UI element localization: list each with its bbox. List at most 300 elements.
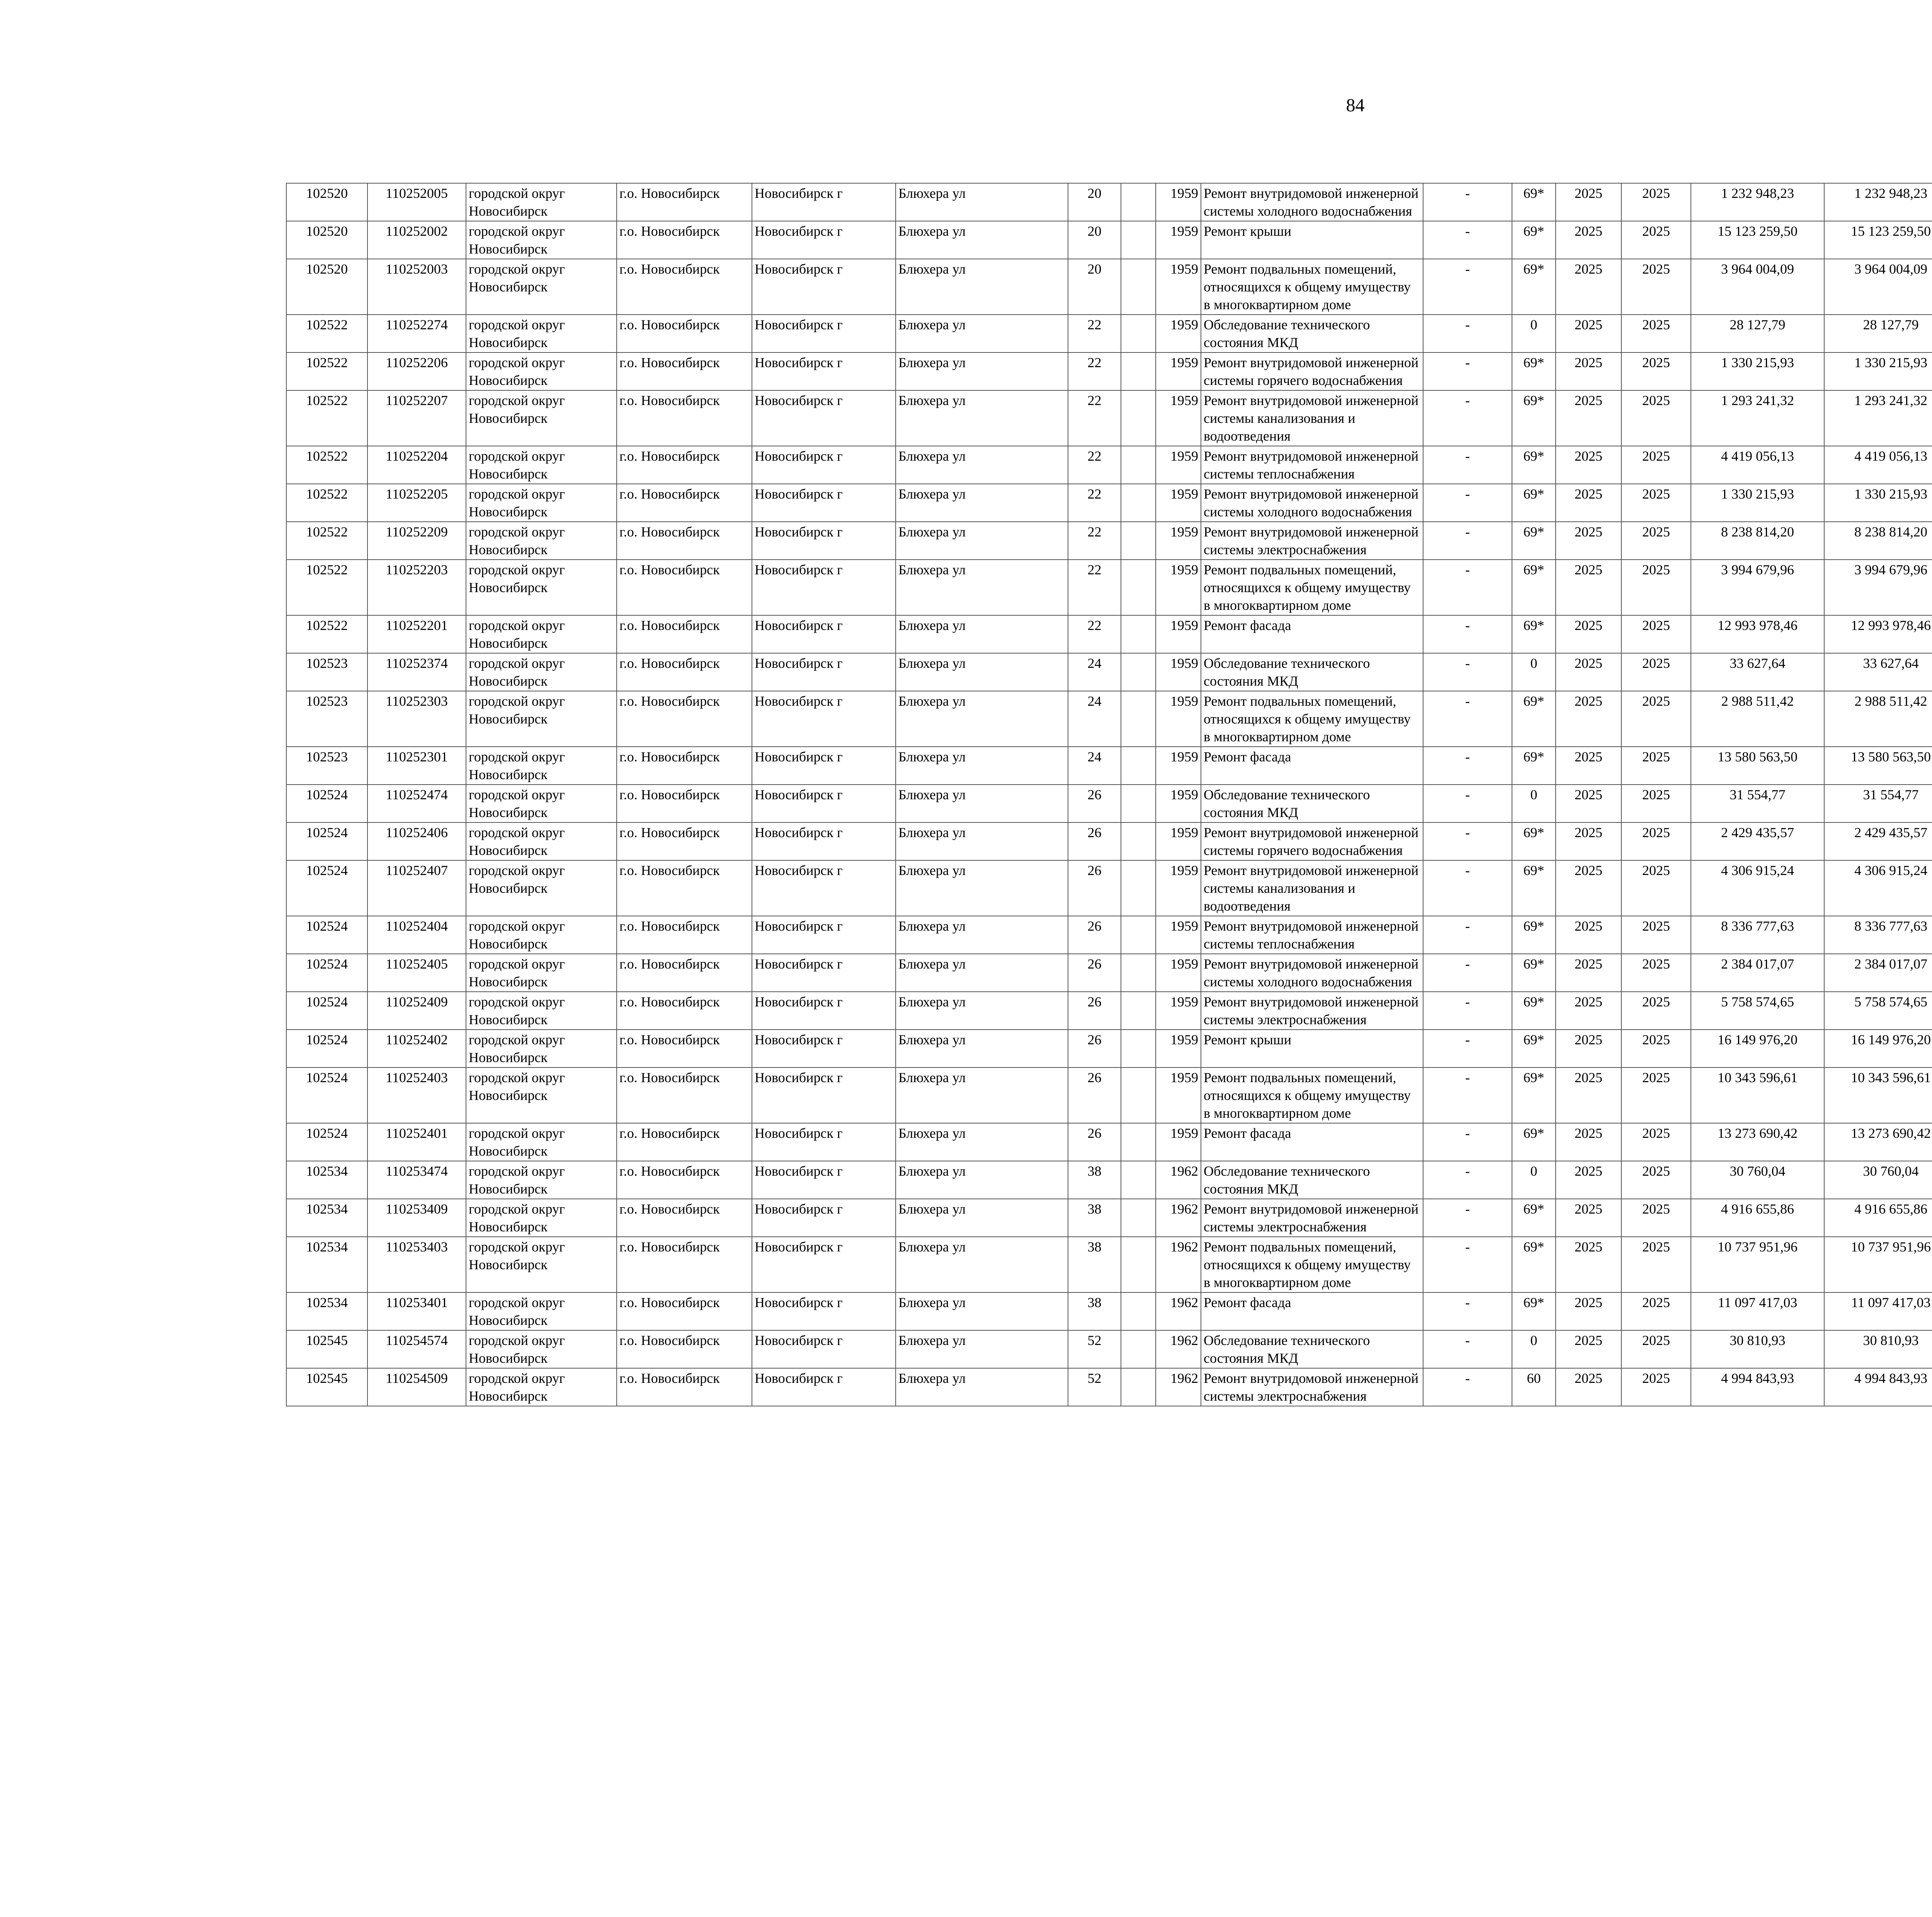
work-id-cell: 110252402 — [367, 1030, 466, 1067]
corpus-cell — [1121, 954, 1156, 992]
cost-fund-cell: 5 758 574,65 — [1824, 992, 1932, 1030]
street-cell: Блюхера ул — [896, 992, 1068, 1030]
municipality-cell: г.о. Новосибирск — [617, 1330, 752, 1368]
cost-fund-cell: 13 580 563,50 — [1824, 747, 1932, 785]
cost-total-cell: 4 916 655,86 — [1691, 1199, 1824, 1237]
settlement-cell: Новосибирск г — [752, 352, 896, 390]
work-type-cell: Ремонт фасада — [1201, 615, 1423, 653]
street-cell: Блюхера ул — [896, 1123, 1068, 1161]
cost-fund-cell: 2 988 511,42 — [1824, 691, 1932, 747]
dash-cell: - — [1423, 653, 1512, 691]
house-number-cell: 38 — [1068, 1161, 1121, 1199]
district-cell: городской округ Новосибирск — [466, 916, 617, 954]
year-end-cell: 2025 — [1621, 916, 1691, 954]
settlement-cell: Новосибирск г — [752, 1030, 896, 1067]
settlement-cell: Новосибирск г — [752, 1067, 896, 1123]
settlement-cell: Новосибирск г — [752, 183, 896, 221]
settlement-cell: Новосибирск г — [752, 1161, 896, 1199]
house-number-cell: 26 — [1068, 1123, 1121, 1161]
cost-total-cell: 30 810,93 — [1691, 1330, 1824, 1368]
street-cell: Блюхера ул — [896, 860, 1068, 916]
build-year-cell: 1962 — [1156, 1199, 1201, 1237]
street-cell: Блюхера ул — [896, 390, 1068, 446]
street-cell: Блюхера ул — [896, 522, 1068, 560]
house-number-cell: 22 — [1068, 390, 1121, 446]
wear-percent-cell: 69* — [1512, 615, 1556, 653]
district-cell: городской округ Новосибирск — [466, 747, 617, 785]
house-number-cell: 22 — [1068, 352, 1121, 390]
municipality-cell: г.о. Новосибирск — [617, 484, 752, 522]
work-id-cell: 110252005 — [367, 183, 466, 221]
corpus-cell — [1121, 390, 1156, 446]
year-end-cell: 2025 — [1621, 315, 1691, 352]
work-id-cell: 110253474 — [367, 1161, 466, 1199]
year-start-cell: 2025 — [1556, 1199, 1621, 1237]
street-cell: Блюхера ул — [896, 183, 1068, 221]
cost-fund-cell: 16 149 976,20 — [1824, 1030, 1932, 1067]
build-year-cell: 1962 — [1156, 1237, 1201, 1292]
settlement-cell: Новосибирск г — [752, 954, 896, 992]
street-cell: Блюхера ул — [896, 1161, 1068, 1199]
house-number-cell: 26 — [1068, 1030, 1121, 1067]
build-year-cell: 1962 — [1156, 1368, 1201, 1406]
corpus-cell — [1121, 653, 1156, 691]
cost-fund-cell: 1 330 215,93 — [1824, 352, 1932, 390]
street-cell: Блюхера ул — [896, 259, 1068, 315]
work-id-cell: 110252406 — [367, 822, 466, 860]
house-number-cell: 26 — [1068, 954, 1121, 992]
work-id-cell: 110252404 — [367, 916, 466, 954]
dash-cell: - — [1423, 916, 1512, 954]
municipality-cell: г.о. Новосибирск — [617, 1067, 752, 1123]
settlement-cell: Новосибирск г — [752, 916, 896, 954]
corpus-cell — [1121, 1199, 1156, 1237]
wear-percent-cell: 69* — [1512, 747, 1556, 785]
work-type-cell: Ремонт внутридомовой инженерной системы теплоснабжения — [1201, 916, 1423, 954]
house-id-cell: 102522 — [286, 522, 367, 560]
municipality-cell: г.о. Новосибирск — [617, 747, 752, 785]
work-type-cell: Ремонт крыши — [1201, 221, 1423, 259]
build-year-cell: 1959 — [1156, 183, 1201, 221]
year-end-cell: 2025 — [1621, 653, 1691, 691]
work-id-cell: 110252003 — [367, 259, 466, 315]
year-end-cell: 2025 — [1621, 1161, 1691, 1199]
build-year-cell: 1959 — [1156, 860, 1201, 916]
house-number-cell: 24 — [1068, 691, 1121, 747]
corpus-cell — [1121, 183, 1156, 221]
wear-percent-cell: 69* — [1512, 1067, 1556, 1123]
wear-percent-cell: 69* — [1512, 954, 1556, 992]
dash-cell: - — [1423, 352, 1512, 390]
street-cell: Блюхера ул — [896, 1237, 1068, 1292]
district-cell: городской округ Новосибирск — [466, 653, 617, 691]
municipality-cell: г.о. Новосибирск — [617, 822, 752, 860]
wear-percent-cell: 69* — [1512, 352, 1556, 390]
municipality-cell: г.о. Новосибирск — [617, 352, 752, 390]
dash-cell: - — [1423, 1368, 1512, 1406]
work-id-cell: 110252303 — [367, 691, 466, 747]
cost-total-cell: 31 554,77 — [1691, 785, 1824, 822]
work-type-cell: Ремонт крыши — [1201, 1030, 1423, 1067]
work-type-cell: Ремонт фасада — [1201, 1292, 1423, 1330]
wear-percent-cell: 69* — [1512, 1199, 1556, 1237]
year-end-cell: 2025 — [1621, 560, 1691, 615]
dash-cell: - — [1423, 615, 1512, 653]
municipality-cell: г.о. Новосибирск — [617, 1237, 752, 1292]
dash-cell: - — [1423, 183, 1512, 221]
cost-fund-cell: 11 097 417,03 — [1824, 1292, 1932, 1330]
corpus-cell — [1121, 860, 1156, 916]
street-cell: Блюхера ул — [896, 916, 1068, 954]
year-end-cell: 2025 — [1621, 183, 1691, 221]
work-type-cell: Ремонт подвальных помещений, относящихся к общему имуществу в многоквартирном доме — [1201, 1067, 1423, 1123]
settlement-cell: Новосибирск г — [752, 1237, 896, 1292]
settlement-cell: Новосибирск г — [752, 522, 896, 560]
municipality-cell: г.о. Новосибирск — [617, 954, 752, 992]
work-type-cell: Ремонт подвальных помещений, относящихся к общему имуществу в многоквартирном доме — [1201, 560, 1423, 615]
year-end-cell: 2025 — [1621, 691, 1691, 747]
year-start-cell: 2025 — [1556, 822, 1621, 860]
district-cell: городской округ Новосибирск — [466, 390, 617, 446]
municipality-cell: г.о. Новосибирск — [617, 522, 752, 560]
build-year-cell: 1959 — [1156, 484, 1201, 522]
wear-percent-cell: 69* — [1512, 1030, 1556, 1067]
district-cell: городской округ Новосибирск — [466, 1067, 617, 1123]
work-type-cell: Ремонт фасада — [1201, 1123, 1423, 1161]
municipality-cell: г.о. Новосибирск — [617, 1123, 752, 1161]
district-cell: городской округ Новосибирск — [466, 1368, 617, 1406]
district-cell: городской округ Новосибирск — [466, 691, 617, 747]
work-id-cell: 110252207 — [367, 390, 466, 446]
wear-percent-cell: 0 — [1512, 1161, 1556, 1199]
year-end-cell: 2025 — [1621, 446, 1691, 484]
corpus-cell — [1121, 1292, 1156, 1330]
year-start-cell: 2025 — [1556, 1292, 1621, 1330]
house-id-cell: 102522 — [286, 484, 367, 522]
municipality-cell: г.о. Новосибирск — [617, 1161, 752, 1199]
work-id-cell: 110252204 — [367, 446, 466, 484]
house-number-cell: 26 — [1068, 992, 1121, 1030]
work-type-cell: Ремонт внутридомовой инженерной системы холодного водоснабжения — [1201, 954, 1423, 992]
municipality-cell: г.о. Новосибирск — [617, 1292, 752, 1330]
year-start-cell: 2025 — [1556, 691, 1621, 747]
settlement-cell: Новосибирск г — [752, 992, 896, 1030]
house-number-cell: 52 — [1068, 1330, 1121, 1368]
build-year-cell: 1959 — [1156, 352, 1201, 390]
capital-repair-table — [286, 183, 1932, 1406]
cost-fund-cell: 4 419 056,13 — [1824, 446, 1932, 484]
year-end-cell: 2025 — [1621, 1368, 1691, 1406]
cost-fund-cell: 15 123 259,50 — [1824, 221, 1932, 259]
build-year-cell: 1959 — [1156, 822, 1201, 860]
year-start-cell: 2025 — [1556, 259, 1621, 315]
wear-percent-cell: 60 — [1512, 1368, 1556, 1406]
table-row — [286, 259, 1932, 315]
dash-cell: - — [1423, 484, 1512, 522]
settlement-cell: Новосибирск г — [752, 822, 896, 860]
cost-total-cell: 5 758 574,65 — [1691, 992, 1824, 1030]
house-number-cell: 22 — [1068, 446, 1121, 484]
house-id-cell: 102545 — [286, 1368, 367, 1406]
table-row — [286, 221, 1932, 259]
table-row — [286, 446, 1932, 484]
settlement-cell: Новосибирск г — [752, 1330, 896, 1368]
table-row — [286, 916, 1932, 954]
municipality-cell: г.о. Новосибирск — [617, 446, 752, 484]
year-end-cell: 2025 — [1621, 1123, 1691, 1161]
district-cell: городской округ Новосибирск — [466, 1292, 617, 1330]
build-year-cell: 1959 — [1156, 1067, 1201, 1123]
dash-cell: - — [1423, 1161, 1512, 1199]
table-row — [286, 992, 1932, 1030]
house-number-cell: 22 — [1068, 484, 1121, 522]
dash-cell: - — [1423, 1123, 1512, 1161]
year-start-cell: 2025 — [1556, 352, 1621, 390]
year-start-cell: 2025 — [1556, 653, 1621, 691]
corpus-cell — [1121, 992, 1156, 1030]
table-row — [286, 484, 1932, 522]
house-id-cell: 102523 — [286, 691, 367, 747]
corpus-cell — [1121, 1161, 1156, 1199]
year-start-cell: 2025 — [1556, 860, 1621, 916]
year-end-cell: 2025 — [1621, 390, 1691, 446]
table-row — [286, 315, 1932, 352]
dash-cell: - — [1423, 785, 1512, 822]
street-cell: Блюхера ул — [896, 954, 1068, 992]
work-id-cell: 110253409 — [367, 1199, 466, 1237]
year-start-cell: 2025 — [1556, 785, 1621, 822]
district-cell: городской округ Новосибирск — [466, 315, 617, 352]
district-cell: городской округ Новосибирск — [466, 1199, 617, 1237]
house-id-cell: 102522 — [286, 615, 367, 653]
street-cell: Блюхера ул — [896, 1199, 1068, 1237]
table-row — [286, 747, 1932, 785]
street-cell: Блюхера ул — [896, 315, 1068, 352]
wear-percent-cell: 69* — [1512, 484, 1556, 522]
build-year-cell: 1959 — [1156, 560, 1201, 615]
work-id-cell: 110254509 — [367, 1368, 466, 1406]
street-cell: Блюхера ул — [896, 1330, 1068, 1368]
build-year-cell: 1959 — [1156, 390, 1201, 446]
work-id-cell: 110252474 — [367, 785, 466, 822]
build-year-cell: 1959 — [1156, 1030, 1201, 1067]
build-year-cell: 1959 — [1156, 446, 1201, 484]
house-number-cell: 26 — [1068, 1067, 1121, 1123]
municipality-cell: г.о. Новосибирск — [617, 785, 752, 822]
table-row — [286, 1067, 1932, 1123]
build-year-cell: 1959 — [1156, 522, 1201, 560]
cost-fund-cell: 1 293 241,32 — [1824, 390, 1932, 446]
year-start-cell: 2025 — [1556, 315, 1621, 352]
build-year-cell: 1959 — [1156, 221, 1201, 259]
work-type-cell: Обследование технического состояния МКД — [1201, 785, 1423, 822]
house-id-cell: 102524 — [286, 860, 367, 916]
dash-cell: - — [1423, 259, 1512, 315]
year-end-cell: 2025 — [1621, 522, 1691, 560]
house-number-cell: 20 — [1068, 221, 1121, 259]
work-type-cell: Обследование технического состояния МКД — [1201, 653, 1423, 691]
corpus-cell — [1121, 822, 1156, 860]
district-cell: городской округ Новосибирск — [466, 352, 617, 390]
settlement-cell: Новосибирск г — [752, 390, 896, 446]
corpus-cell — [1121, 1067, 1156, 1123]
work-id-cell: 110252002 — [367, 221, 466, 259]
work-type-cell: Ремонт подвальных помещений, относящихся к общему имуществу в многоквартирном доме — [1201, 691, 1423, 747]
settlement-cell: Новосибирск г — [752, 221, 896, 259]
cost-total-cell: 1 293 241,32 — [1691, 390, 1824, 446]
build-year-cell: 1959 — [1156, 747, 1201, 785]
cost-fund-cell: 10 343 596,61 — [1824, 1067, 1932, 1123]
cost-fund-cell: 4 306 915,24 — [1824, 860, 1932, 916]
page-number: 84 — [1346, 95, 1365, 116]
municipality-cell: г.о. Новосибирск — [617, 691, 752, 747]
wear-percent-cell: 69* — [1512, 1292, 1556, 1330]
year-end-cell: 2025 — [1621, 992, 1691, 1030]
year-end-cell: 2025 — [1621, 785, 1691, 822]
house-number-cell: 22 — [1068, 615, 1121, 653]
build-year-cell: 1959 — [1156, 653, 1201, 691]
house-number-cell: 22 — [1068, 560, 1121, 615]
cost-fund-cell: 4 994 843,93 — [1824, 1368, 1932, 1406]
table-row — [286, 1123, 1932, 1161]
settlement-cell: Новосибирск г — [752, 315, 896, 352]
dash-cell: - — [1423, 1237, 1512, 1292]
year-start-cell: 2025 — [1556, 484, 1621, 522]
cost-fund-cell: 4 916 655,86 — [1824, 1199, 1932, 1237]
dash-cell: - — [1423, 954, 1512, 992]
dash-cell: - — [1423, 992, 1512, 1030]
table-row — [286, 1292, 1932, 1330]
cost-total-cell: 3 964 004,09 — [1691, 259, 1824, 315]
district-cell: городской округ Новосибирск — [466, 822, 617, 860]
wear-percent-cell: 69* — [1512, 183, 1556, 221]
work-type-cell: Обследование технического состояния МКД — [1201, 1161, 1423, 1199]
district-cell: городской округ Новосибирск — [466, 1237, 617, 1292]
table-row — [286, 1368, 1932, 1406]
dash-cell: - — [1423, 315, 1512, 352]
cost-total-cell: 8 336 777,63 — [1691, 916, 1824, 954]
year-start-cell: 2025 — [1556, 1161, 1621, 1199]
year-end-cell: 2025 — [1621, 484, 1691, 522]
table-body — [286, 183, 1932, 1406]
work-type-cell: Ремонт фасада — [1201, 747, 1423, 785]
house-number-cell: 22 — [1068, 522, 1121, 560]
wear-percent-cell: 0 — [1512, 785, 1556, 822]
table-row — [286, 1030, 1932, 1067]
settlement-cell: Новосибирск г — [752, 860, 896, 916]
table-row — [286, 1330, 1932, 1368]
district-cell: городской округ Новосибирск — [466, 183, 617, 221]
municipality-cell: г.о. Новосибирск — [617, 916, 752, 954]
cost-total-cell: 33 627,64 — [1691, 653, 1824, 691]
cost-total-cell: 11 097 417,03 — [1691, 1292, 1824, 1330]
work-type-cell: Ремонт внутридомовой инженерной системы электроснабжения — [1201, 522, 1423, 560]
year-start-cell: 2025 — [1556, 1368, 1621, 1406]
year-end-cell: 2025 — [1621, 259, 1691, 315]
wear-percent-cell: 69* — [1512, 1123, 1556, 1161]
dash-cell: - — [1423, 1330, 1512, 1368]
work-id-cell: 110252209 — [367, 522, 466, 560]
cost-fund-cell: 30 760,04 — [1824, 1161, 1932, 1199]
build-year-cell: 1959 — [1156, 785, 1201, 822]
work-id-cell: 110252201 — [367, 615, 466, 653]
work-id-cell: 110254574 — [367, 1330, 466, 1368]
settlement-cell: Новосибирск г — [752, 560, 896, 615]
corpus-cell — [1121, 691, 1156, 747]
district-cell: городской округ Новосибирск — [466, 860, 617, 916]
year-start-cell: 2025 — [1556, 992, 1621, 1030]
year-start-cell: 2025 — [1556, 560, 1621, 615]
work-id-cell: 110252206 — [367, 352, 466, 390]
work-type-cell: Ремонт подвальных помещений, относящихся к общему имуществу в многоквартирном доме — [1201, 1237, 1423, 1292]
build-year-cell: 1959 — [1156, 615, 1201, 653]
year-end-cell: 2025 — [1621, 221, 1691, 259]
work-type-cell: Ремонт внутридомовой инженерной системы горячего водоснабжения — [1201, 822, 1423, 860]
house-id-cell: 102524 — [286, 822, 367, 860]
house-id-cell: 102522 — [286, 446, 367, 484]
build-year-cell: 1959 — [1156, 259, 1201, 315]
build-year-cell: 1959 — [1156, 954, 1201, 992]
year-start-cell: 2025 — [1556, 1123, 1621, 1161]
settlement-cell: Новосибирск г — [752, 1368, 896, 1406]
corpus-cell — [1121, 484, 1156, 522]
work-type-cell: Ремонт внутридомовой инженерной системы холодного водоснабжения — [1201, 183, 1423, 221]
house-number-cell: 38 — [1068, 1292, 1121, 1330]
cost-fund-cell: 1 330 215,93 — [1824, 484, 1932, 522]
year-end-cell: 2025 — [1621, 1292, 1691, 1330]
cost-fund-cell: 2 429 435,57 — [1824, 822, 1932, 860]
build-year-cell: 1959 — [1156, 916, 1201, 954]
district-cell: городской округ Новосибирск — [466, 954, 617, 992]
year-end-cell: 2025 — [1621, 1199, 1691, 1237]
settlement-cell: Новосибирск г — [752, 747, 896, 785]
municipality-cell: г.о. Новосибирск — [617, 221, 752, 259]
corpus-cell — [1121, 1123, 1156, 1161]
cost-total-cell: 15 123 259,50 — [1691, 221, 1824, 259]
year-start-cell: 2025 — [1556, 1067, 1621, 1123]
table-row — [286, 653, 1932, 691]
cost-total-cell: 10 737 951,96 — [1691, 1237, 1824, 1292]
street-cell: Блюхера ул — [896, 653, 1068, 691]
table-row — [286, 183, 1932, 221]
street-cell: Блюхера ул — [896, 785, 1068, 822]
municipality-cell: г.о. Новосибирск — [617, 560, 752, 615]
cost-total-cell: 4 306 915,24 — [1691, 860, 1824, 916]
house-id-cell: 102524 — [286, 785, 367, 822]
wear-percent-cell: 69* — [1512, 860, 1556, 916]
cost-total-cell: 2 429 435,57 — [1691, 822, 1824, 860]
table-row — [286, 860, 1932, 916]
municipality-cell: г.о. Новосибирск — [617, 315, 752, 352]
corpus-cell — [1121, 315, 1156, 352]
district-cell: городской округ Новосибирск — [466, 1030, 617, 1067]
work-type-cell: Ремонт внутридомовой инженерной системы канализования и водоотведения — [1201, 390, 1423, 446]
corpus-cell — [1121, 785, 1156, 822]
year-start-cell: 2025 — [1556, 1237, 1621, 1292]
wear-percent-cell: 69* — [1512, 221, 1556, 259]
settlement-cell: Новосибирск г — [752, 1123, 896, 1161]
house-id-cell: 102520 — [286, 183, 367, 221]
cost-fund-cell: 8 238 814,20 — [1824, 522, 1932, 560]
year-start-cell: 2025 — [1556, 522, 1621, 560]
corpus-cell — [1121, 446, 1156, 484]
district-cell: городской округ Новосибирск — [466, 615, 617, 653]
municipality-cell: г.о. Новосибирск — [617, 183, 752, 221]
work-type-cell: Ремонт внутридомовой инженерной системы горячего водоснабжения — [1201, 352, 1423, 390]
work-id-cell: 110252203 — [367, 560, 466, 615]
build-year-cell: 1959 — [1156, 315, 1201, 352]
wear-percent-cell: 0 — [1512, 1330, 1556, 1368]
